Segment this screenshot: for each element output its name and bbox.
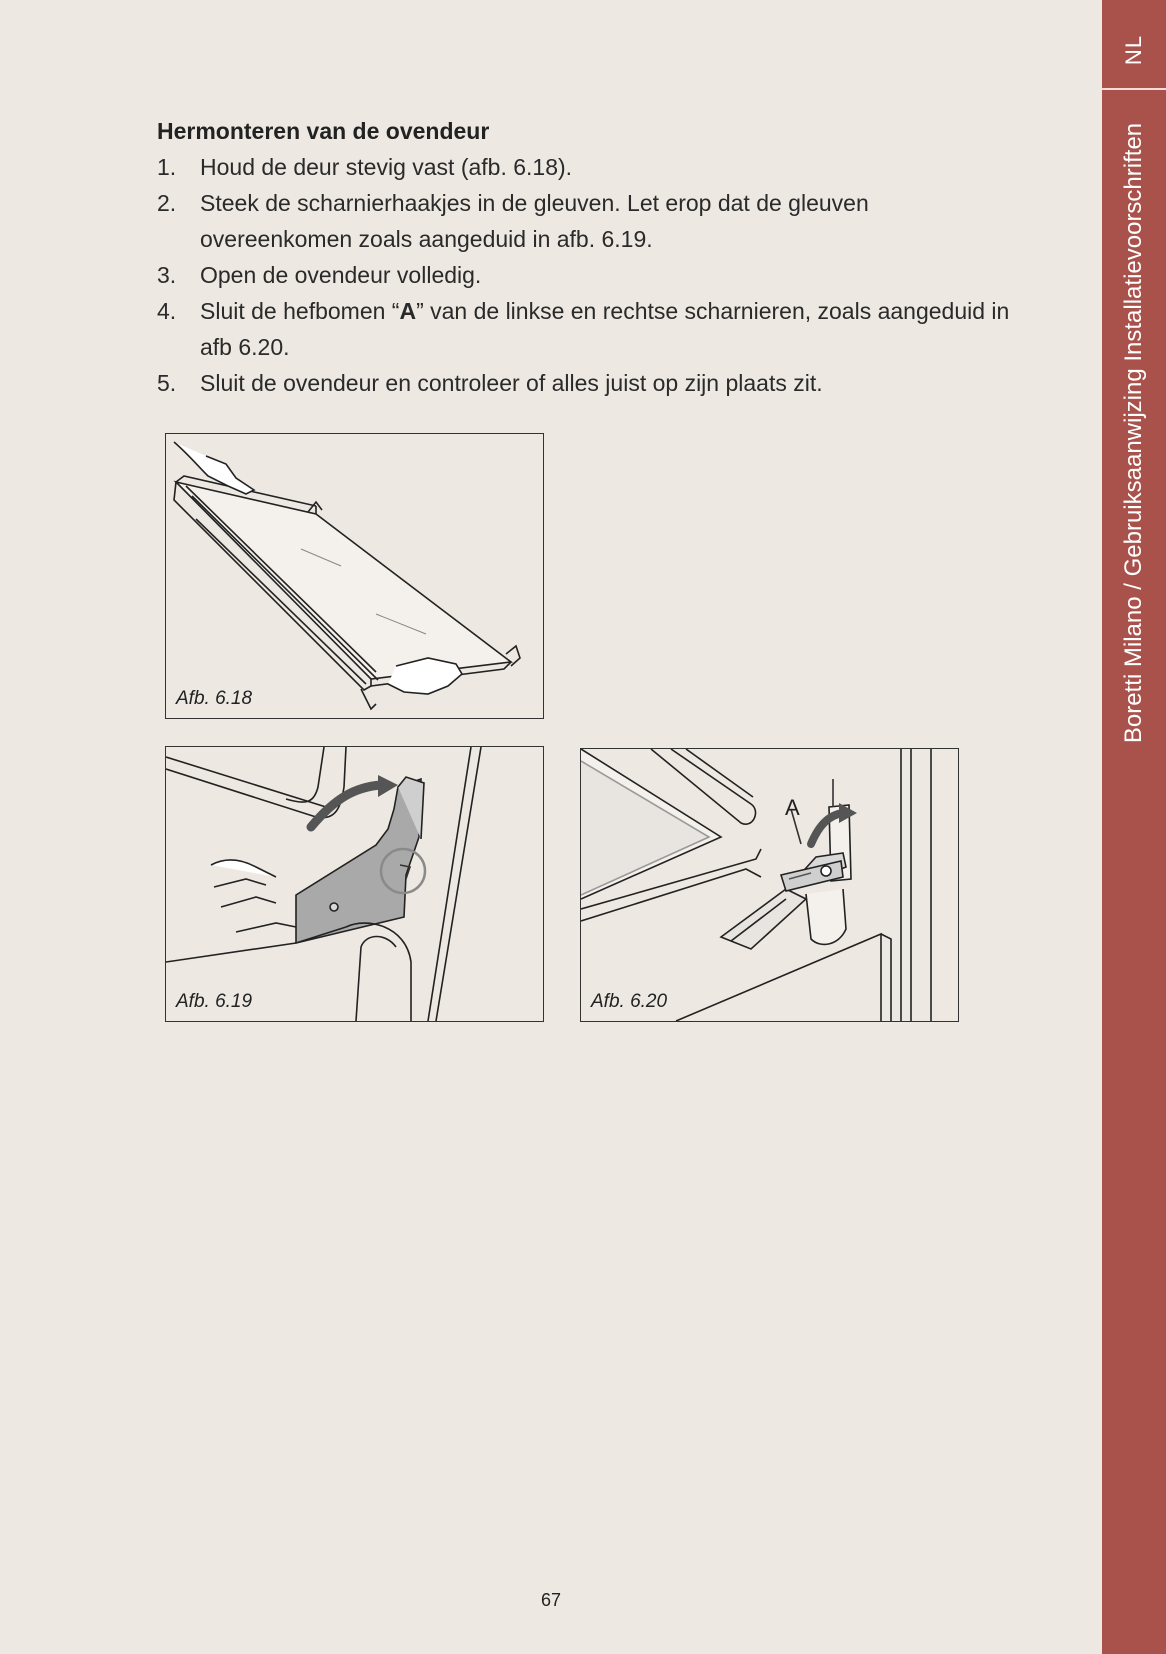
sidebar bbox=[1102, 0, 1166, 1654]
step-number: 1. bbox=[157, 154, 177, 180]
list-item bbox=[157, 257, 1017, 293]
step-number: 5. bbox=[157, 370, 177, 396]
step-number: 2. bbox=[157, 190, 177, 216]
language-tab bbox=[1102, 22, 1166, 78]
sidebar-divider bbox=[1102, 88, 1166, 90]
figure-caption: Afb. 6.19 bbox=[176, 991, 253, 1012]
list-item bbox=[157, 149, 1017, 185]
section-title: Hermonteren van de ovendeur bbox=[157, 118, 490, 144]
list-item bbox=[157, 293, 1017, 365]
figure-caption: Afb. 6.18 bbox=[176, 688, 253, 709]
list-item bbox=[157, 185, 1017, 257]
figure-6-18 bbox=[165, 433, 544, 719]
document-title-tab bbox=[1102, 100, 1166, 765]
step-text: Steek de scharnierhaakjes in de gleuven. Let erop dat de gleuven overeenkomen zoals aangeduid in afb. 6.19. bbox=[200, 190, 869, 252]
figure-caption: Afb. 6.20 bbox=[591, 991, 668, 1012]
hinge-insertion-illustration bbox=[166, 747, 543, 1021]
step-bold-label: A bbox=[399, 298, 417, 324]
step-text: Sluit de hefbomen “ bbox=[200, 298, 400, 324]
label-a: A bbox=[785, 795, 800, 820]
list-item bbox=[157, 365, 1017, 401]
figure-6-19 bbox=[165, 746, 544, 1022]
step-number: 4. bbox=[157, 298, 177, 324]
step-text: Houd de deur stevig vast (afb. 6.18). bbox=[200, 154, 573, 180]
steps-list bbox=[157, 149, 1017, 401]
oven-door-illustration bbox=[166, 434, 543, 718]
figure-6-20 bbox=[580, 748, 959, 1022]
document-title: Boretti Milano / Gebruiksaanwijzing Installatievoorschriften bbox=[1120, 122, 1148, 743]
step-text-continued: ” van de linkse en rechtse scharnieren, zoals aangeduid in afb 6.20. bbox=[200, 298, 1010, 360]
step-text: Sluit de ovendeur en controleer of alles juist op zijn plaats zit. bbox=[200, 370, 823, 396]
step-number: 3. bbox=[157, 262, 177, 288]
step-text: Open de ovendeur volledig. bbox=[200, 262, 482, 288]
main-content bbox=[157, 118, 1017, 401]
page-number: 67 bbox=[540, 1590, 562, 1610]
hinge-lever-illustration bbox=[581, 749, 958, 1021]
language-label: NL bbox=[1121, 34, 1146, 66]
